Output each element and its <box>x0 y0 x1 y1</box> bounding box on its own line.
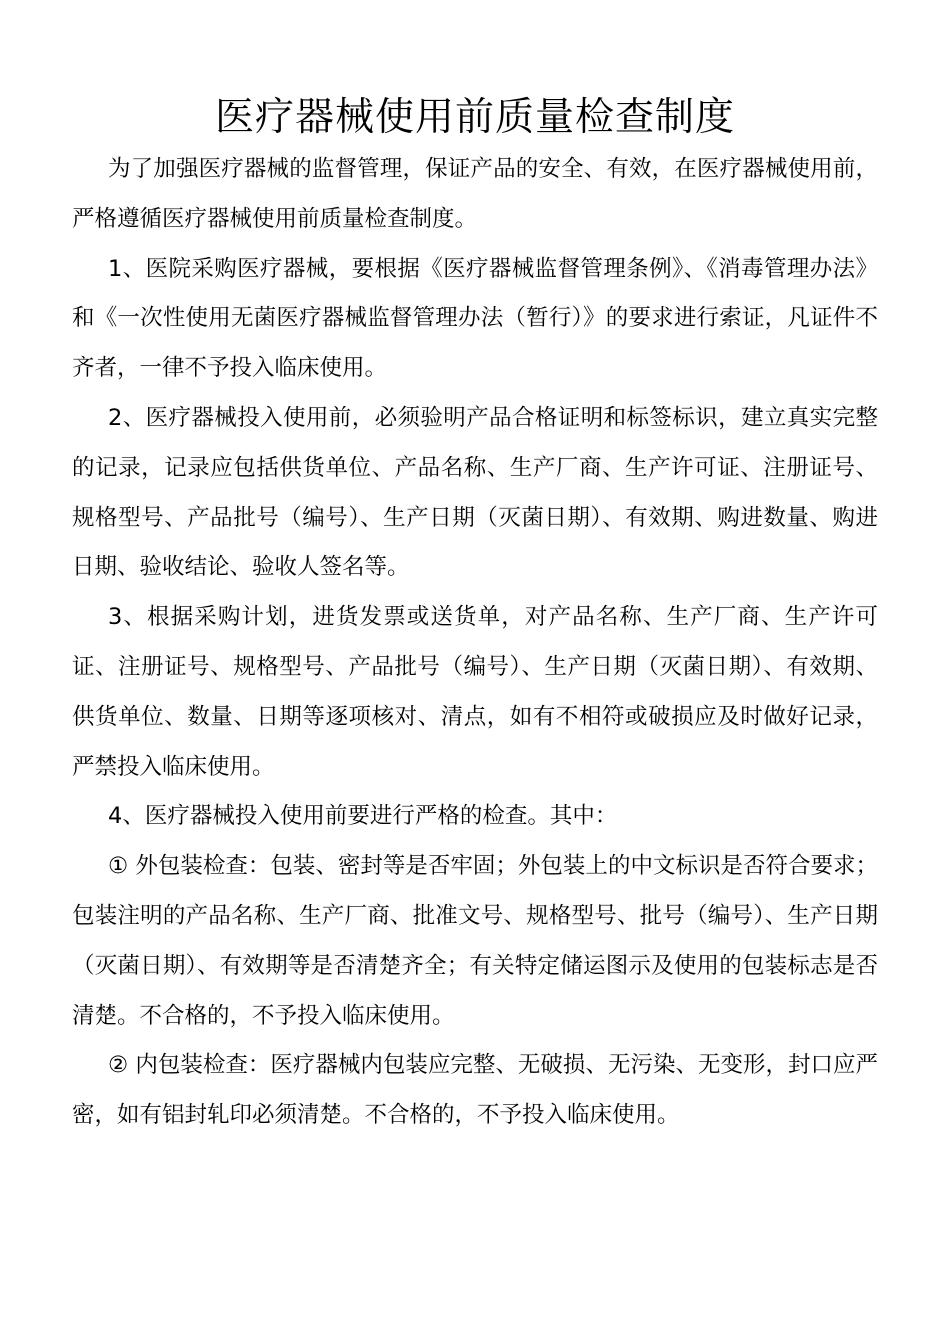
document-title: 医疗器械使用前质量检查制度 <box>214 95 735 140</box>
document-body <box>72 145 878 1141</box>
intro-paragraph: 为了加强医疗器械的监督管理，保证产品的安全、有效，在医疗器械使用前，严格遵循医疗器械使用前质量检查制度。 <box>72 156 878 232</box>
clause-1-paragraph: 1、医院采购医疗器械，要根据《医疗器械监督管理条例》、《消毒管理办法》和《一次性使用无菌医疗器械监督管理办法（暂行）》的要求进行索证，凡证件不齐者，一律不予投入临床使用。 <box>72 255 878 382</box>
clause-4-paragraph: 4、医疗器械投入使用前要进行严格的检查。其中： <box>108 803 618 830</box>
clause-3-paragraph: 3、根据采购计划，进货发票或送货单，对产品名称、生产厂商、生产许可证、注册证号、规格型号、产品批号（编号）、生产日期（灭菌日期）、有效期、供货单位、数量、日期等逐项核对、清点，如有不相符或破损应及时做好记录，严禁投入临床使用。 <box>72 604 878 780</box>
clause-2-paragraph: 2、医疗器械投入使用前，必须验明产品合格证明和标签标识，建立真实完整的记录，记录应包括供货单位、产品名称、生产厂商、生产许可证、注册证号、规格型号、产品批号（编号）、生产日期（灭菌日期）、有效期、购进数量、购进日期、验收结论、验收人签名等。 <box>72 404 878 581</box>
outer-packaging-check-paragraph: ① 外包装检查：包装、密封等是否牢固；外包装上的中文标识是否符合要求；包装注明的产品名称、生产厂商、批准文号、规格型号、批号（编号）、生产日期（灭菌日期）、有效期等是否清楚齐全；有关特定储运图示及使用的包装标志是否清楚。不合格的，不予投入临床使用。 <box>72 853 878 1029</box>
inner-packaging-check-paragraph: ② 内包装检查：医疗器械内包装应完整、无破损、无污染、无变形，封口应严密，如有铝封轧印必须清楚。不合格的，不予投入临床使用。 <box>72 1052 878 1129</box>
